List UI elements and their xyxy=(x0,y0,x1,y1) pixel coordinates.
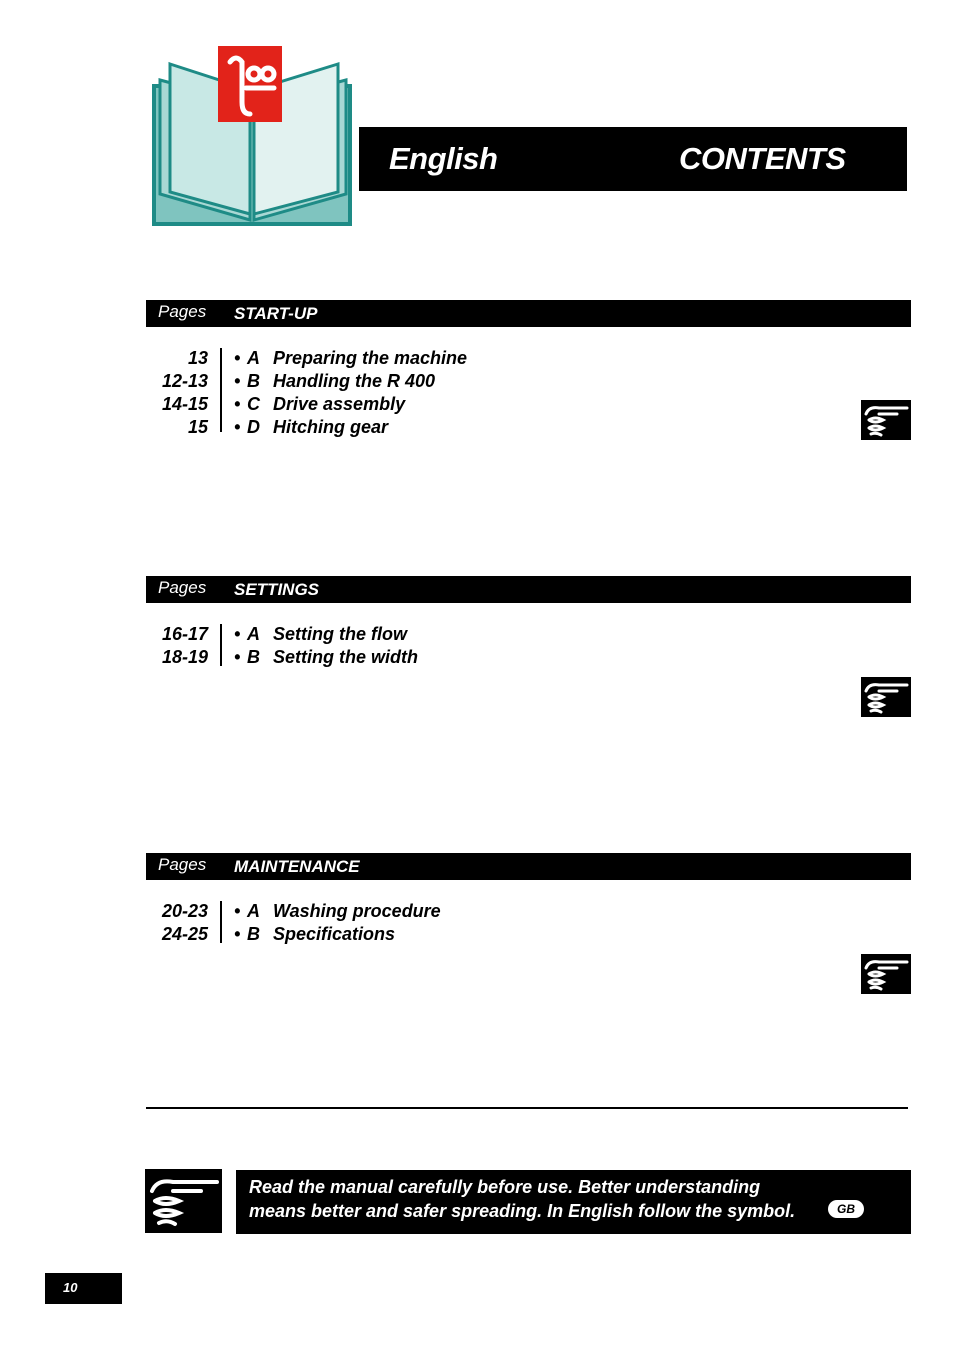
title-bar xyxy=(359,127,907,191)
entry-letter: A xyxy=(247,624,260,644)
reading-note xyxy=(236,1170,911,1234)
entry-bullet: • xyxy=(234,348,241,368)
entry-letter: D xyxy=(247,417,260,437)
entry-letter: A xyxy=(247,348,260,368)
section-title: SETTINGS xyxy=(234,580,320,599)
pages-label: Pages xyxy=(158,302,207,321)
page-number: 10 xyxy=(63,1280,78,1295)
entry-pages: 20-23 xyxy=(161,901,208,921)
entry-text: Setting the width xyxy=(273,647,418,667)
gb-badge: GB xyxy=(828,1200,864,1218)
entry-text: Preparing the machine xyxy=(273,348,468,368)
toc-entry[interactable] xyxy=(0,624,954,647)
entry-letter: B xyxy=(247,924,260,944)
entry-letter: B xyxy=(247,647,260,667)
note-line-2: means better and safer spreading. In English follow the symbol. xyxy=(249,1201,796,1221)
entry-text: Handling the R 400 xyxy=(273,371,436,391)
entry-letter: C xyxy=(247,394,260,414)
section-header-maintenance xyxy=(146,853,911,880)
pointing-hand-icon xyxy=(861,677,911,717)
note-line-1: Read the manual carefully before use. Better understanding xyxy=(249,1177,761,1197)
entry-bullet: • xyxy=(234,394,241,414)
pointing-hand-icon xyxy=(861,954,911,994)
pages-label: Pages xyxy=(158,855,207,874)
pointing-hand-icon xyxy=(861,400,911,440)
section-header-start-up xyxy=(146,300,911,327)
entry-pages: 18-19 xyxy=(161,647,208,667)
entry-text: Specifications xyxy=(273,924,396,944)
pointing-hand-icon xyxy=(145,1169,222,1233)
entry-bullet: • xyxy=(234,924,241,944)
page-number-box xyxy=(45,1273,122,1304)
entry-text: Drive assembly xyxy=(273,394,406,414)
toc-entry[interactable] xyxy=(0,394,954,417)
entry-letter: A xyxy=(247,901,260,921)
entry-pages: 16-17 xyxy=(161,624,208,644)
entry-pages: 15 xyxy=(187,417,208,437)
pages-label: Pages xyxy=(158,578,207,597)
entry-text: Setting the flow xyxy=(273,624,407,644)
toc-entry[interactable] xyxy=(0,371,954,394)
toc-entry[interactable] xyxy=(0,647,954,670)
entry-pages: 24-25 xyxy=(161,924,208,944)
toc-entry[interactable] xyxy=(0,901,954,924)
entry-bullet: • xyxy=(234,417,241,437)
entry-letter: B xyxy=(247,371,260,391)
toc-entry[interactable] xyxy=(0,924,954,947)
toc-entry[interactable] xyxy=(0,417,954,440)
entry-bullet: • xyxy=(234,624,241,644)
entry-bullet: • xyxy=(234,901,241,921)
language-title: English xyxy=(389,141,498,176)
section-title: START-UP xyxy=(234,304,318,323)
entry-pages: 13 xyxy=(187,348,208,368)
entry-text: Washing procedure xyxy=(273,901,441,921)
section-header-settings xyxy=(146,576,911,603)
entry-pages: 12-13 xyxy=(161,371,208,391)
entry-bullet: • xyxy=(234,371,241,391)
open-book-icon xyxy=(150,44,356,230)
toc-entry[interactable] xyxy=(0,348,954,371)
section-title: MAINTENANCE xyxy=(234,857,360,876)
entry-bullet: • xyxy=(234,647,241,667)
entry-text: Hitching gear xyxy=(273,417,389,437)
contents-title: CONTENTS xyxy=(679,141,846,176)
horizontal-divider xyxy=(146,1107,908,1109)
entry-pages: 14-15 xyxy=(161,394,208,414)
